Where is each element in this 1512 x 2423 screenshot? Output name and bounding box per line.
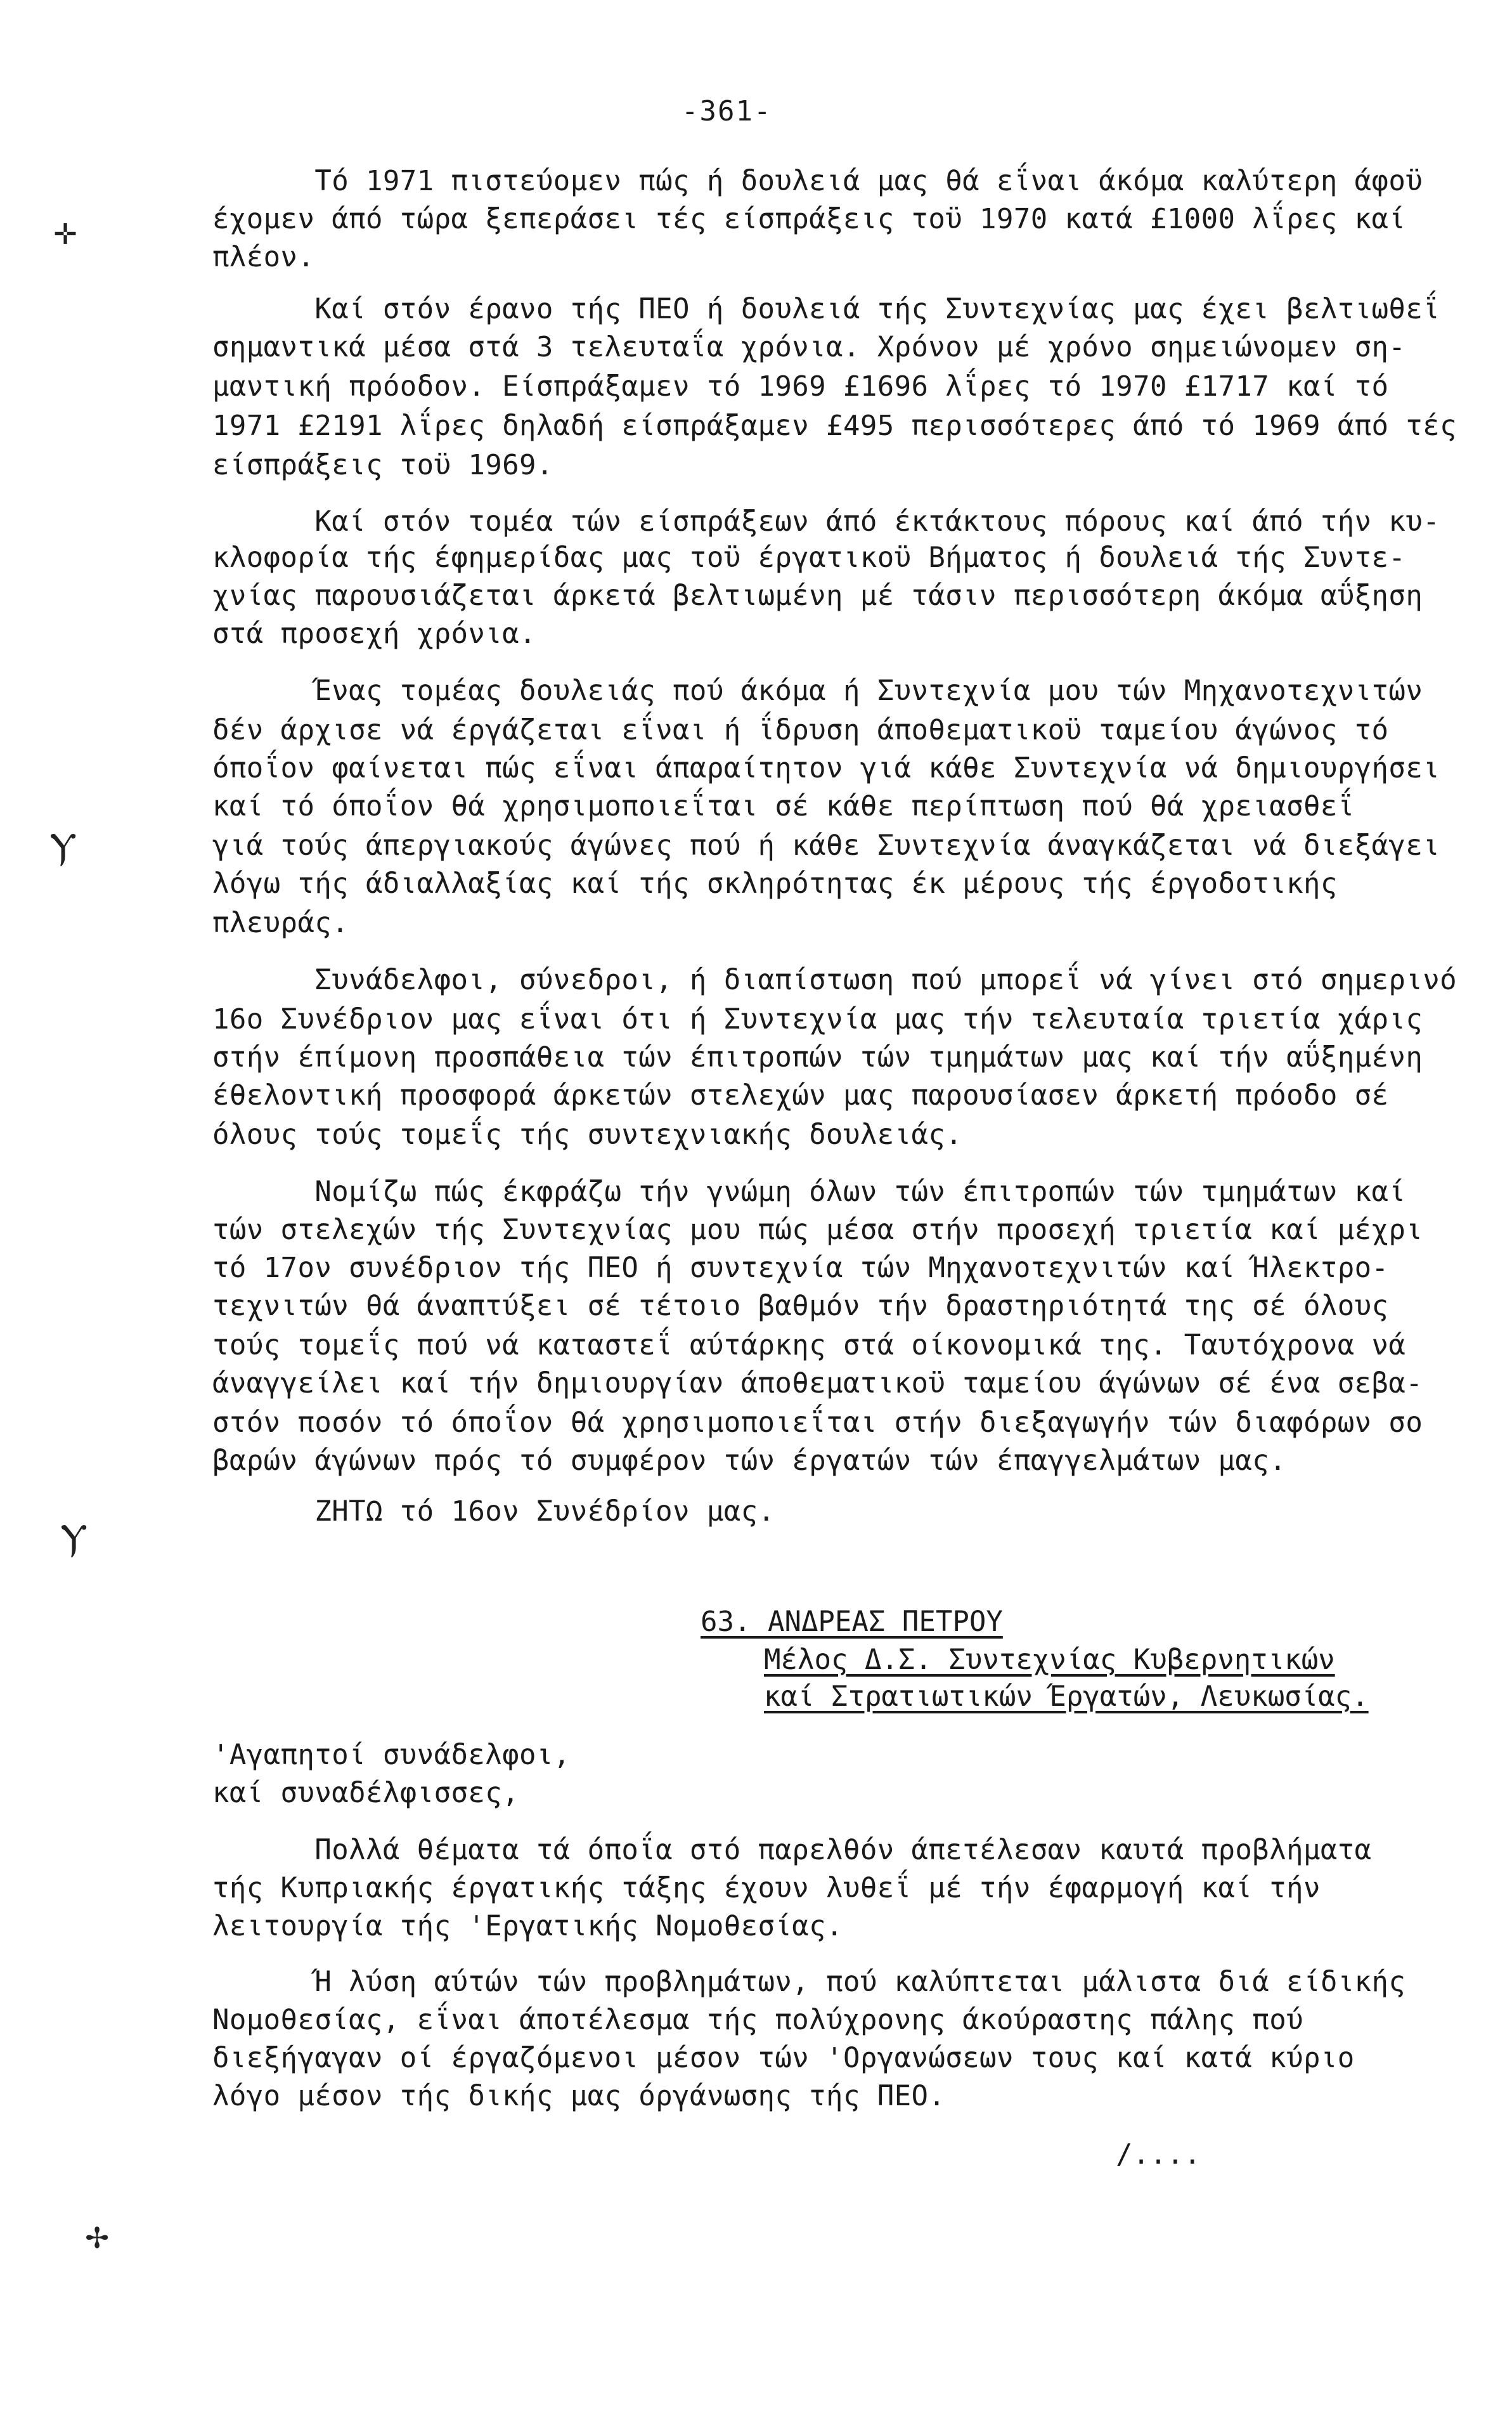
- text-line: μαντική πρόοδον. Είσπράξαμεν τό 1969 £1696 λΐρες τό 1970 £1717 καί τό: [212, 370, 1389, 403]
- text-line: Νομίζω πώς έκφράζω τήν γνώμη όλων τών έπιτροπών τών τμημάτων καί: [212, 1176, 1406, 1208]
- text-line: έθελοντική προσφορά άρκετών στελεχών μας παρουσίασεν άρκετή πρόοδο σέ: [212, 1079, 1389, 1112]
- text-line: πλέον.: [212, 241, 315, 273]
- text-line: λόγω τής άδιαλλαξίας καί τής σκληρότητας έκ μέρους τής έργοδοτικής: [212, 867, 1338, 900]
- text-line: 16ο Συνέδριον μας εΐναι ότι ή Συντεχνία μας τήν τελευταία τριετία χάρις: [212, 1003, 1423, 1036]
- text-line: Ή λύση αύτών τών προβλημάτων, πού καλύπτεται μάλιστα διά είδικής: [212, 1966, 1406, 1998]
- text-line: 1971 £2191 λΐρες δηλαδή είσπράξαμεν £495 περισσότερες άπό τό 1969 άπό τές: [212, 410, 1457, 442]
- text-line: Καί στόν τομέα τών είσπράξεων άπό έκτάκτους πόρους καί άπό τήν κυ-: [212, 505, 1440, 538]
- text-line: σημαντικά μέσα στά 3 τελευταΐα χρόνια. Χρόνον μέ χρόνο σημειώνομεν ση-: [212, 331, 1406, 363]
- text-line: άναγγείλει καί τήν δημιουργίαν άποθεματικοϋ ταμείου άγώνων σέ ένα σεβα-: [212, 1367, 1423, 1400]
- text-line: τεχνιτών θά άναπτύξει σέ τέτοιο βαθμόν τήν δραστηριότητά της σέ όλους: [212, 1290, 1389, 1322]
- text-line: βαρών άγώνων πρός τό συμφέρον τών έργατών τών έπαγγελμάτων μας.: [212, 1445, 1287, 1477]
- margin-mark: ✛: [54, 209, 77, 254]
- text-line: όποΐον φαίνεται πώς εΐναι άπαραίτητον γιά κάθε Συντεχνία νά δημιουργήσει: [212, 752, 1440, 784]
- text-line: Καί στόν έρανο τής ΠΕΟ ή δουλειά τής Συντεχνίας μας έχει βελτιωθεΐ: [212, 293, 1440, 325]
- text-line: γιά τούς άπεργιακούς άγώνες πού ή κάθε Συντεχνία άναγκάζεται νά διεξάγει: [212, 829, 1440, 862]
- text-line: τών στελεχών τής Συντεχνίας μου πώς μέσα στήν προσεχή τριετία καί μέχρι: [212, 1214, 1423, 1246]
- text-line: Τό 1971 πιστεύομεν πώς ή δουλειά μας θά εΐναι άκόμα καλύτερη άφοϋ: [212, 165, 1423, 197]
- text-line: Ένας τομέας δουλειάς πού άκόμα ή Συντεχνία μου τών Μηχανοτεχνιτών: [212, 675, 1423, 707]
- signature-title: Μέλος Δ.Σ. Συντεχνίας Κυβερνητικών: [764, 1644, 1335, 1676]
- text-line: χνίας παρουσιάζεται άρκετά βελτιωμένη μέ τάσιν περισσότερη άκόμα αΰξηση: [212, 580, 1423, 612]
- page-number: -361-: [682, 95, 772, 127]
- margin-mark: Ⲩ: [60, 1516, 88, 1560]
- text-line: δέν άρχισε νά έργάζεται εΐναι ή ΐδρυση άποθεματικοϋ ταμείου άγώνος τό: [212, 714, 1389, 746]
- text-line: διεξήγαγαν οί έργαζόμενοι μέσον τών 'Οργανώσεων τους καί κατά κύριο: [212, 2042, 1355, 2074]
- text-line: Νομοθεσίας, εΐναι άποτέλεσμα τής πολύχρονης άκούραστης πάλης πού: [212, 2004, 1303, 2036]
- signature-name: 63. ΑΝΔΡΕΑΣ ΠΕΤΡΟΥ: [701, 1606, 1003, 1638]
- text-line: όλους τούς τομεΐς τής συντεχνιακής δουλειάς.: [212, 1119, 963, 1151]
- text-line: ΖΗΤΩ τό 16ον Συνέδρίον μας.: [212, 1495, 775, 1528]
- text-line: στά προσεχή χρόνια.: [212, 618, 536, 650]
- text-line: λόγο μέσον τής δικής μας όργάνωσης τής ΠΕΟ.: [212, 2080, 946, 2112]
- text-line: τό 17ον συνέδριον τής ΠΕΟ ή συντεχνία τών Μηχανοτεχνιτών καί Ήλεκτρο-: [212, 1252, 1389, 1284]
- text-line: στήν έπίμονη προσπάθεια τών έπιτροπών τών τμημάτων μας καί τήν αΰξημένη: [212, 1041, 1423, 1074]
- text-line: τούς τομεΐς πού νά καταστεΐ αύτάρκης στά οίκονομικά της. Ταυτόχρονα νά: [212, 1329, 1406, 1361]
- text-line: πλευράς.: [212, 907, 349, 939]
- text-line: Πολλά θέματα τά όποΐα στό παρελθόν άπετέλεσαν καυτά προβλήματα: [212, 1834, 1372, 1866]
- text-line: τής Κυπριακής έργατικής τάξης έχουν λυθεΐ μέ τήν έφαρμογή καί τήν: [212, 1872, 1321, 1904]
- text-line: έχομεν άπό τώρα ξεπεράσει τές είσπράξεις τοϋ 1970 κατά £1000 λΐρες καί: [212, 203, 1406, 235]
- continuation-mark: /....: [1116, 2138, 1201, 2171]
- signature-title: καί Στρατιωτικών Έργατών, Λευκωσίας.: [764, 1680, 1369, 1713]
- text-line: Συνάδελφοι, σύνεδροι, ή διαπίστωση πού μπορεΐ νά γίνει στό σημερινό: [212, 964, 1457, 996]
- greeting-line: καί συναδέλφισσες,: [212, 1777, 520, 1809]
- margin-mark: Ⲩ: [49, 824, 77, 869]
- margin-mark: ✢: [86, 2213, 109, 2257]
- text-line: είσπράξεις τοϋ 1969.: [212, 449, 553, 481]
- greeting-line: 'Αγαπητοί συνάδελφοι,: [212, 1739, 571, 1771]
- text-line: στόν ποσόν τό όποΐον θά χρησιμοποιεΐται στήν διεξαγωγήν τών διαφόρων σο: [212, 1406, 1423, 1439]
- text-line: καί τό όποΐον θά χρησιμοποιεΐται σέ κάθε περίπτωση πού θά χρειασθεΐ: [212, 790, 1355, 822]
- text-line: κλοφορία τής έφημερίδας μας τοϋ έργατικοϋ Βήματος ή δουλειά τής Συντε-: [212, 542, 1406, 574]
- text-line: λειτουργία τής 'Εργατικής Νομοθεσίας.: [212, 1910, 843, 1942]
